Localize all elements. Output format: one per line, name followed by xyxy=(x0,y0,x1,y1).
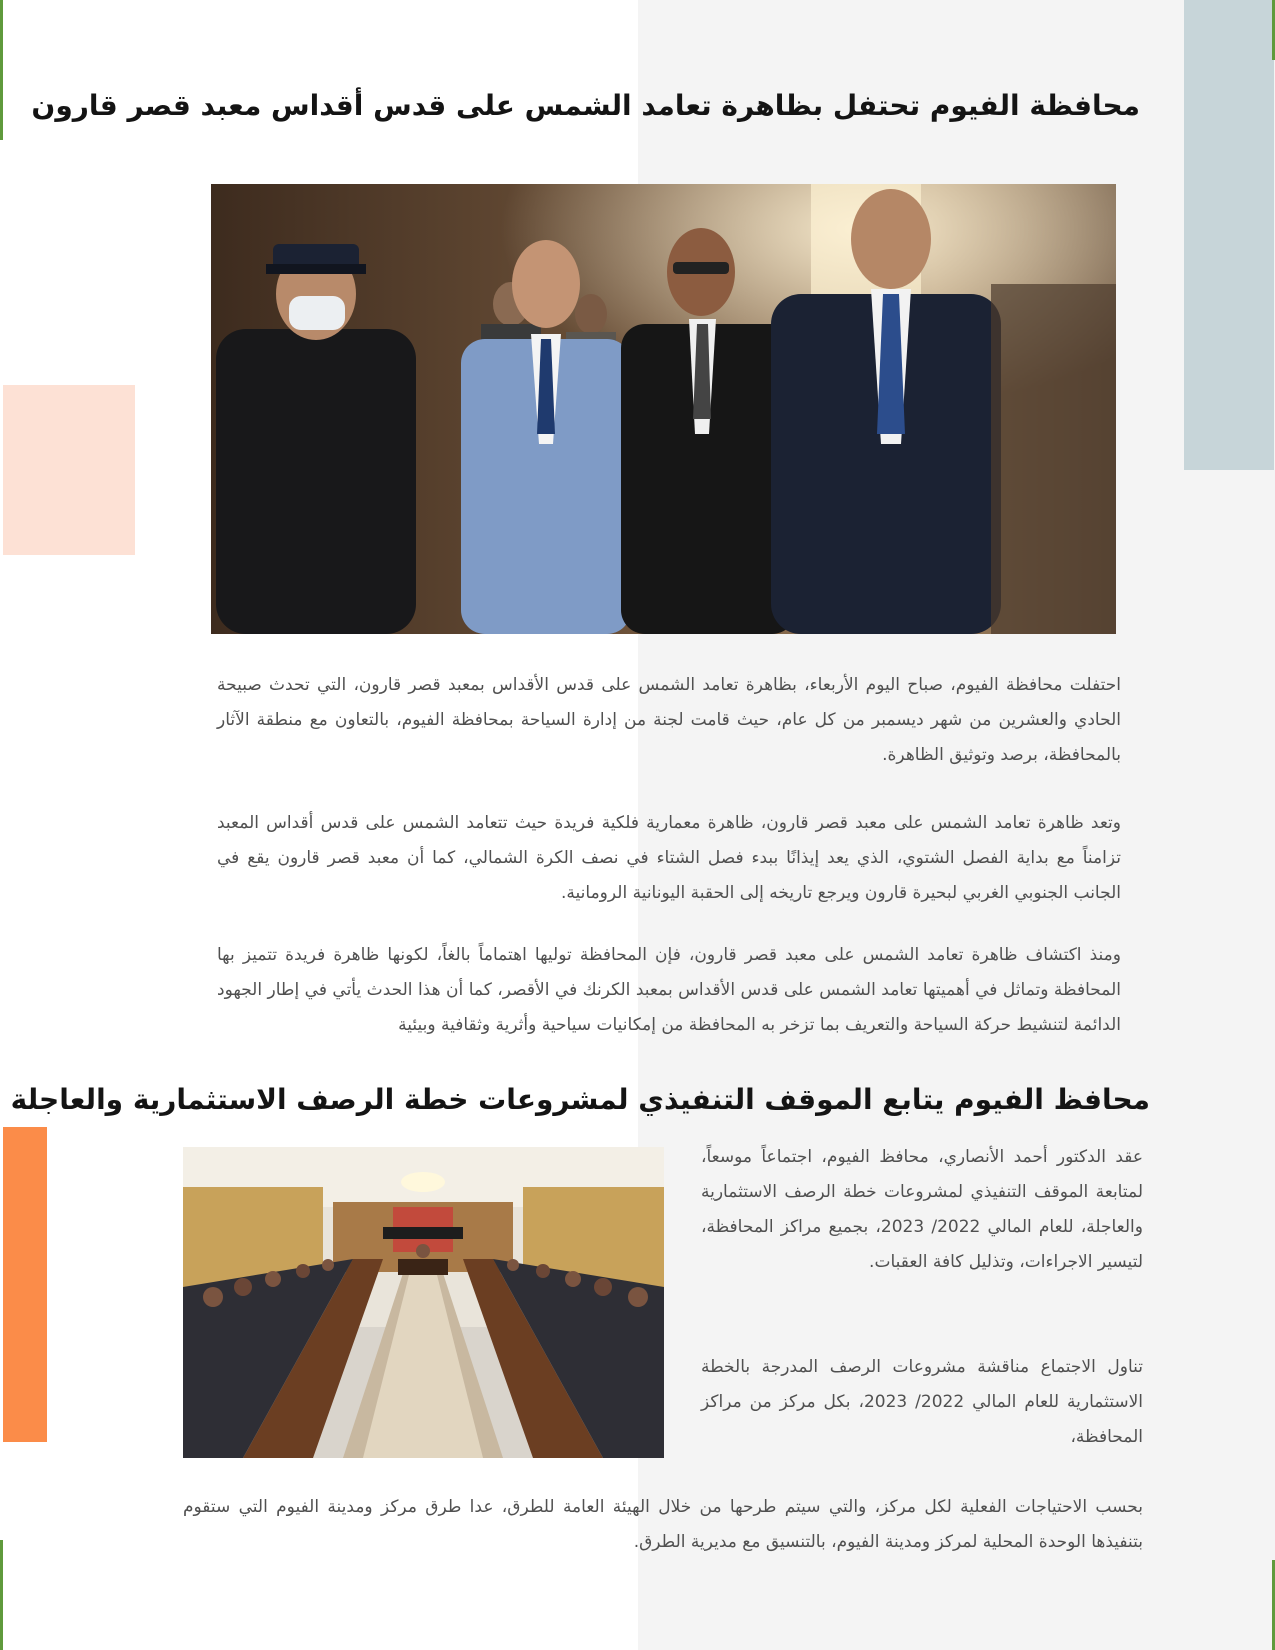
decorative-orange-bar xyxy=(3,1127,47,1442)
article-2-title: محافظ الفيوم يتابع الموقف التنفيذي لمشروعات خطة الرصف الاستثمارية والعاجلة xyxy=(10,1083,1150,1116)
article-1-paragraph: وتعد ظاهرة تعامد الشمس على معبد قصر قارون، ظاهرة معمارية فلكية فريدة حيث تتعامد الشمس على قدس أقداس المعبد تزامناً مع بداية الفصل الشتوي، الذي يعد إيذانًا ببدء فصل الشتاء في نصف الكرة الشمالي، كما أن معبد قصر قارون يقع في الجانب الجنوبي الغربي لبحيرة قارون ويرجع تاريخه إلى الحقبة اليونانية الرومانية. xyxy=(217,813,1121,903)
article-1-paragraph: ومنذ اكتشاف ظاهرة تعامد الشمس على معبد قصر قارون، فإن المحافظة توليها اهتماماً بالغاً، لكونها ظاهرة فريدة تتميز بها المحافظة وتماثل في أهميتها تعامد الشمس على قدس الأقداس بمعبد الكرنك في الأقصر، كما أن هذا الحدث يأتي في إطار الجهود الدائمة لتنشيط حركة السياحة والتعريف بما تزخر به المحافظة من إمكانيات سياحية وأثرية وثقافية وبيئية xyxy=(217,945,1121,1035)
decorative-green-line xyxy=(0,0,3,140)
article-1-paragraph: احتفلت محافظة الفيوم، صباح اليوم الأربعاء، بظاهرة تعامد الشمس على قدس الأقداس بمعبد قصر قارون، التي تحدث صبيحة الحادي والعشرين من شهر ديسمبر من كل عام، حيث قامت لجنة من إدارة السياحة بمحافظة الفيوم، بالتعاون مع منطقة الآثار بالمحافظة، برصد وتوثيق الظاهرة. xyxy=(217,675,1121,765)
article-2-paragraph: بحسب الاحتياجات الفعلية لكل مركز، والتي سيتم طرحها من خلال الهيئة العامة للطرق، عدا طرق مركز ومدينة الفيوم التي ستقوم بتنفيذها الوحدة المحلية لمركز ومدينة الفيوم، بالتنسيق مع مديرية الطرق. xyxy=(183,1497,1143,1552)
temple-officials-photo xyxy=(211,184,1116,634)
article-2-paragraph: تناول الاجتماع مناقشة مشروعات الرصف المدرجة بالخطة الاستثمارية للعام المالي 2022/ 2023، بكل مركز من مراكز المحافظة، xyxy=(701,1357,1143,1447)
decorative-blue-bar xyxy=(1184,0,1274,470)
article-2-paragraph: عقد الدكتور أحمد الأنصاري، محافظ الفيوم، اجتماعاً موسعاً، لمتابعة الموقف التنفيذي لمشروعات خطة الرصف الاستثمارية والعاجلة، للعام المالي 2022/ 2023، بجميع مراكز المحافظة، لتيسير الاجراءات، وتذليل كافة العقبات. xyxy=(701,1147,1143,1272)
decorative-peach-block xyxy=(3,385,135,555)
article-1-title: محافظة الفيوم تحتفل بظاهرة تعامد الشمس على قدس أقداس معبد قصر قارون xyxy=(31,89,1140,122)
decorative-green-line xyxy=(0,1540,3,1650)
meeting-room-photo xyxy=(183,1147,664,1458)
